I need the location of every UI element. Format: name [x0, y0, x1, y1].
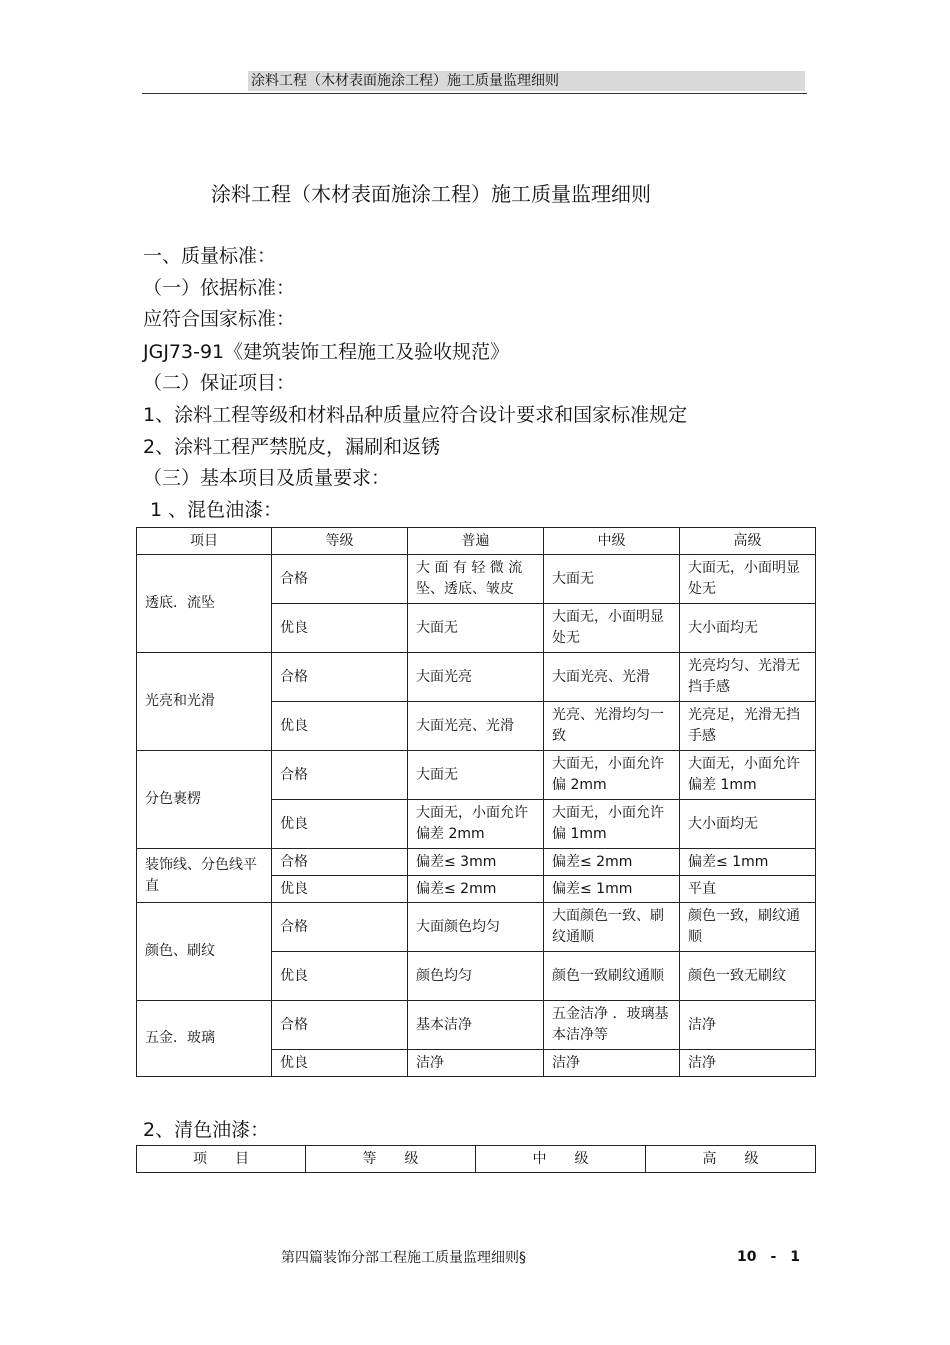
high-cell: 大小面均无: [680, 800, 816, 849]
table-header-row: [137, 1146, 816, 1173]
item-cell: 装饰线、分色线平直: [137, 849, 272, 903]
guarantee-item-1: 1、涂料工程等级和材料品种质量应符合设计要求和国家标准规定: [143, 404, 688, 426]
normal-cell: 大面光亮、光滑: [408, 702, 544, 751]
column-header: 等 级: [306, 1146, 476, 1173]
heading-clear-color-paint: 2、清色油漆：: [143, 1119, 270, 1141]
table-row: [137, 555, 816, 604]
subsection-guarantee-items: （二）保证项目：: [143, 372, 296, 394]
normal-cell: 偏差≤ 3mm: [408, 849, 544, 876]
grade-cell: 优良: [272, 800, 408, 849]
running-header: 涂料工程（木材表面施涂工程）施工质量监理细则: [251, 73, 559, 89]
mid-cell: 大面无，小面允许偏 1mm: [544, 800, 680, 849]
grade-cell: 合格: [272, 849, 408, 876]
normal-cell: 大面无: [408, 751, 544, 800]
mid-cell: 大面无，小面允许偏 2mm: [544, 751, 680, 800]
high-cell: 偏差≤ 1mm: [680, 849, 816, 876]
column-header: 普遍: [408, 528, 544, 555]
mid-cell: 偏差≤ 1mm: [544, 876, 680, 903]
grade-cell: 优良: [272, 876, 408, 903]
section-heading-quality-standard: 一、质量标准：: [143, 245, 277, 267]
high-cell: 大面无，小面允许偏差 1mm: [680, 751, 816, 800]
header-rule: [142, 93, 807, 94]
mid-cell: 大面颜色一致、刷纹通顺: [544, 903, 680, 952]
mid-cell: 五金洁净 ．玻璃基本洁净等: [544, 1001, 680, 1050]
column-header: 等级: [272, 528, 408, 555]
column-header: 项 目: [137, 1146, 306, 1173]
footer-chapter-title: 第四篇装饰分部工程施工质量监理细则§: [281, 1250, 526, 1266]
subsection-basic-items: （三）基本项目及质量要求：: [143, 467, 391, 489]
grade-cell: 合格: [272, 903, 408, 952]
high-cell: 大面无，小面明显处无: [680, 555, 816, 604]
mid-cell: 颜色一致刷纹通顺: [544, 952, 680, 1001]
paragraph-national-standard: 应符合国家标准：: [143, 308, 296, 330]
grade-cell: 优良: [272, 952, 408, 1001]
high-cell: 颜色一致，刷纹通顺: [680, 903, 816, 952]
item-cell: 分色裹楞: [137, 751, 272, 849]
table-row: [137, 849, 816, 876]
column-header: 中级: [544, 528, 680, 555]
high-cell: 平直: [680, 876, 816, 903]
table-row: [137, 1001, 816, 1050]
mid-cell: 大面无，小面明显处无: [544, 604, 680, 653]
item-cell: 透底．流坠: [137, 555, 272, 653]
grade-cell: 合格: [272, 1001, 408, 1050]
column-header: 项目: [137, 528, 272, 555]
high-cell: 洁净: [680, 1050, 816, 1077]
high-cell: 颜色一致无刷纹: [680, 952, 816, 1001]
item-cell: 颜色、刷纹: [137, 903, 272, 1001]
page-number: 10 - 1: [737, 1249, 801, 1265]
high-cell: 大小面均无: [680, 604, 816, 653]
normal-cell: 基本洁净: [408, 1001, 544, 1050]
mid-cell: 大面无: [544, 555, 680, 604]
high-cell: 光亮足，光滑无挡手感: [680, 702, 816, 751]
high-cell: 洁净: [680, 1001, 816, 1050]
table-row: [137, 903, 816, 952]
column-header: 高级: [680, 528, 816, 555]
normal-cell: 大面光亮: [408, 653, 544, 702]
paragraph-standard-code: JGJ73-91《建筑装饰工程施工及验收规范》: [143, 341, 510, 363]
table-row: [137, 653, 816, 702]
mid-cell: 洁净: [544, 1050, 680, 1077]
normal-cell: 大面无，小面允许偏差 2mm: [408, 800, 544, 849]
clear-paint-quality-table: [136, 1145, 816, 1173]
normal-cell: 大 面 有 轻 微 流坠、透底、皱皮: [408, 555, 544, 604]
item-cell: 五金．玻璃: [137, 1001, 272, 1077]
table-header-row: [137, 528, 816, 555]
normal-cell: 大面无: [408, 604, 544, 653]
mid-cell: 偏差≤ 2mm: [544, 849, 680, 876]
table-row: [137, 751, 816, 800]
mid-cell: 大面光亮、光滑: [544, 653, 680, 702]
grade-cell: 合格: [272, 751, 408, 800]
grade-cell: 优良: [272, 1050, 408, 1077]
high-cell: 光亮均匀、光滑无挡手感: [680, 653, 816, 702]
column-header: 中 级: [476, 1146, 646, 1173]
mixed-paint-quality-table: [136, 527, 816, 1077]
grade-cell: 合格: [272, 653, 408, 702]
normal-cell: 大面颜色均匀: [408, 903, 544, 952]
grade-cell: 合格: [272, 555, 408, 604]
subsection-basis-standard: （一）依据标准：: [143, 277, 296, 299]
item-cell: 光亮和光滑: [137, 653, 272, 751]
grade-cell: 优良: [272, 702, 408, 751]
document-title: 涂料工程（木材表面施涂工程）施工质量监理细则: [211, 182, 651, 206]
normal-cell: 偏差≤ 2mm: [408, 876, 544, 903]
guarantee-item-2: 2、涂料工程严禁脱皮，漏刷和返锈: [143, 436, 441, 458]
normal-cell: 颜色均匀: [408, 952, 544, 1001]
grade-cell: 优良: [272, 604, 408, 653]
normal-cell: 洁净: [408, 1050, 544, 1077]
column-header: 高 级: [646, 1146, 816, 1173]
heading-mixed-color-paint: 1 、混色油漆：: [150, 499, 283, 521]
mid-cell: 光亮、光滑均匀一致: [544, 702, 680, 751]
